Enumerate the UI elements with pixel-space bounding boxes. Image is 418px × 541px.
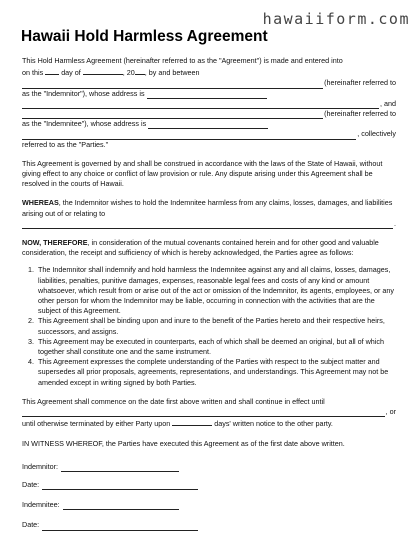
clause-item: 4. This Agreement expresses the complete understanding of the Parties with respect to the subject matter and supersedes all prior proposals, agreements, representations, and understandings. This Agreement may not be amended except in writing signed by both Parties.	[36, 357, 396, 388]
whereas-paragraph: WHEREAS, the Indemnitor wishes to hold the Indemnitee harmless from any claims, losses, damages, and liabilities arising out of or relating to	[22, 198, 393, 218]
indemnitor-address-field-2[interactable]	[22, 100, 379, 109]
term-end-line: , or	[22, 407, 396, 417]
indemnitee-name-line: (hereinafter referred to	[22, 109, 396, 119]
witness-paragraph: IN WITNESS WHEREOF, the Parties have executed this Agreement as of the first date above written.	[22, 438, 345, 448]
parties-section	[22, 56, 396, 150]
indemnitee-name-field[interactable]	[22, 110, 323, 119]
indemnitor-date-field[interactable]	[42, 481, 198, 490]
whereas-subject-field[interactable]	[22, 220, 393, 229]
term-line: This Agreement shall commence on the date first above written and shall continue in effect until	[22, 396, 325, 406]
signature-row: Date:	[22, 480, 396, 490]
indemnitee-address-field[interactable]	[148, 120, 268, 129]
therefore-paragraph: NOW, THEREFORE, in consideration of the mutual covenants contained herein and for other good and valuable consideration, the receipt and sufficiency of which is hereby acknowledged, the Parties agree as follows:	[22, 238, 379, 258]
signature-block	[22, 462, 396, 531]
indemnitor-signature-field[interactable]	[61, 463, 179, 472]
governing-law-paragraph: This Agreement is governed by and shall be construed in accordance with the laws of the State of Hawaii, without giving effect to any choice or conflict of law provision or rule. Any dispute arising under this Agreement shall be resolved in the courts of Hawaii.	[22, 158, 383, 189]
signature-row: Indemnitee:	[22, 500, 396, 510]
document-title: Hawaii Hold Harmless Agreement	[21, 28, 268, 45]
indemnitee-address-field-2[interactable]	[22, 131, 356, 140]
indemnitee-signature-field[interactable]	[63, 501, 179, 510]
term-end-field[interactable]	[22, 408, 385, 417]
indemnitee-date-field[interactable]	[42, 522, 198, 531]
month-field[interactable]	[83, 66, 123, 75]
termination-line: until otherwise terminated by either Party upon days' written notice to the other party.	[22, 419, 333, 429]
date-line: on this day of , 20 , by and between	[22, 68, 200, 78]
indemnitee-address-line: , collectively	[22, 129, 396, 139]
year-field[interactable]	[135, 66, 145, 75]
clause-item: 2. This Agreement shall be binding upon and inure to the benefit of the Parties hereto and their respective heirs, successors, and assigns.	[36, 316, 396, 336]
intro-line: This Hold Harmless Agreement (hereinafter referred to as the "Agreement") is made and entered into	[22, 56, 343, 65]
indemnitor-address-label-line: as the "Indemnitor"), whose address is	[22, 89, 396, 99]
indemnitor-name-line: (hereinafter referred to	[22, 78, 396, 88]
clauses-list	[22, 265, 396, 387]
document-body	[22, 56, 396, 539]
whereas-subject-line: .	[22, 219, 396, 229]
clause-item: 1. The Indemnitor shall indemnify and hold harmless the Indemnitee against any and all claims, losses, damages, liabilities, penalties, punitive damages, expenses, reasonable legal fees and costs of any kind or amount whatsoever, which result from or arise out of the act or omission of the Indemnitor, its agents, employees, or any other person for whom the Indemnitor may be liable, occurring in connection with the activities that are the subject of this Agreement.	[36, 265, 396, 316]
indemnitor-name-field[interactable]	[22, 80, 323, 89]
parties-definition: referred to as the "Parties."	[22, 139, 109, 149]
signature-row: Date:	[22, 520, 396, 530]
term-section	[22, 397, 396, 430]
indemnitor-address-line: , and	[22, 99, 396, 109]
indemnitee-address-label-line: as the "Indemnitee"), whose address is	[22, 119, 396, 129]
indemnitor-address-field[interactable]	[147, 90, 267, 99]
notice-days-field[interactable]	[172, 417, 212, 426]
day-field[interactable]	[45, 66, 59, 75]
signature-row: Indemnitor:	[22, 462, 396, 472]
clause-item: 3. This Agreement may be executed in counterparts, each of which shall be deemed an original, but all of which together shall constitute one and the same instrument.	[36, 337, 396, 357]
brand-watermark: hawaiiform.com	[262, 10, 410, 28]
